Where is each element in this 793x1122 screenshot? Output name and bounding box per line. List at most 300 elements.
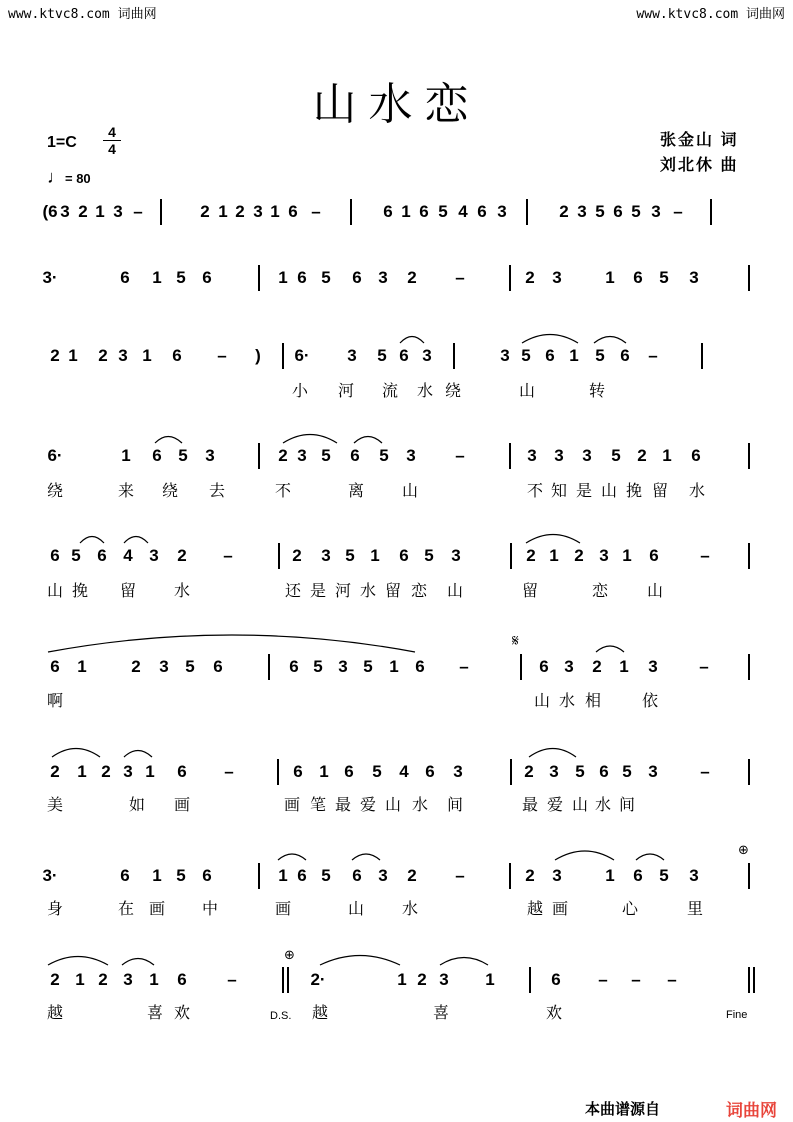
note: 6 <box>477 202 487 221</box>
note: 3 <box>689 268 699 287</box>
note: 6· <box>294 346 310 365</box>
note: 6 <box>620 346 630 365</box>
brand-logo: 词曲网 <box>726 1101 777 1120</box>
note: 6 <box>539 657 549 676</box>
note: 2 <box>559 202 569 221</box>
lyric-char: 画 <box>551 901 569 918</box>
note: 4 <box>123 546 133 565</box>
barline <box>277 759 279 785</box>
lyric-char: 喜 <box>146 1005 164 1022</box>
note: 1 <box>121 446 131 465</box>
barline <box>520 654 522 680</box>
lyric-char: 河 <box>337 383 355 400</box>
note: – <box>598 970 608 989</box>
lyric-char: 去 <box>208 483 226 500</box>
coda-icon-bottom: ⊕ <box>284 947 295 962</box>
note: 2 <box>524 762 534 781</box>
note: 2 <box>637 446 647 465</box>
note: 5 <box>659 268 669 287</box>
note: 2 <box>131 657 141 676</box>
meter-bottom: 4 <box>108 141 116 157</box>
note: 3 <box>577 202 587 221</box>
note: 1 <box>218 202 228 221</box>
lyric-char: 身 <box>46 901 64 918</box>
note: 5 <box>622 762 632 781</box>
lyric-char: 不 <box>274 483 292 500</box>
note: 3 <box>453 762 463 781</box>
lyric-char: 留 <box>384 583 402 600</box>
note: 1 <box>278 268 288 287</box>
note: 5 <box>176 268 186 287</box>
note: 1 <box>549 546 559 565</box>
quarter-note-icon: ♩ <box>47 167 65 187</box>
note: 1 <box>270 202 280 221</box>
note: – <box>631 970 641 989</box>
note: ) <box>255 346 261 365</box>
lyric-char: 水 <box>594 797 612 814</box>
lyric-char: 相 <box>584 693 602 710</box>
note: 6 <box>177 762 187 781</box>
lyric-char: 最 <box>521 797 539 814</box>
lyric-char: 来 <box>117 483 135 500</box>
barline <box>529 967 531 993</box>
lyric-char: 水 <box>416 383 434 400</box>
tempo-value: = 80 <box>65 171 91 186</box>
source-label: 本曲谱源自 <box>585 1101 661 1118</box>
watermark-right: www.ktvc8.com 词曲网 <box>636 7 785 22</box>
note: 1 <box>485 970 495 989</box>
note: 5 <box>372 762 382 781</box>
note: 6 <box>50 657 60 676</box>
note: 5 <box>521 346 531 365</box>
note: 2 <box>407 268 417 287</box>
note: 1 <box>569 346 579 365</box>
score-line <box>0 970 793 1030</box>
note: 5 <box>595 346 605 365</box>
note: 2 <box>417 970 427 989</box>
note: 3· <box>42 268 58 287</box>
lyric-char: 山 <box>646 583 664 600</box>
barline <box>453 343 455 369</box>
note: 5 <box>379 446 389 465</box>
lyric-char: 水 <box>401 901 419 918</box>
barline <box>748 863 750 889</box>
lyric-char: 水 <box>359 583 377 600</box>
note: 5 <box>595 202 605 221</box>
note: 6 <box>152 446 162 465</box>
note: 3 <box>500 346 510 365</box>
note: 3 <box>321 546 331 565</box>
song-title: 山水恋 <box>312 79 481 130</box>
note: 6 <box>172 346 182 365</box>
note: – <box>224 762 234 781</box>
note: 3 <box>338 657 348 676</box>
lyric-char: 如 <box>128 797 146 814</box>
score-line <box>0 268 793 328</box>
lyric-char: 绕 <box>444 383 462 400</box>
lyric-char: 山 <box>600 483 618 500</box>
note: 2 <box>525 866 535 885</box>
composer-credit: 刘北休 曲 <box>660 157 739 174</box>
note: 6 <box>350 446 360 465</box>
note: 2 <box>98 970 108 989</box>
lyric-char: 山 <box>518 383 536 400</box>
lyric-char: 山 <box>533 693 551 710</box>
barline <box>509 443 511 469</box>
note: 4 <box>458 202 468 221</box>
note: 5 <box>611 446 621 465</box>
ds-marking: D.S. <box>270 1010 292 1022</box>
note: 3 <box>149 546 159 565</box>
lyric-char: 知 <box>550 483 568 500</box>
barline <box>350 199 352 225</box>
barline <box>509 265 511 291</box>
note: 2· <box>310 970 326 989</box>
barline <box>526 199 528 225</box>
note: 6 <box>399 546 409 565</box>
lyric-char: 是 <box>575 483 593 500</box>
note: 6 <box>50 546 60 565</box>
note: 6 <box>399 346 409 365</box>
note: – <box>455 446 465 465</box>
note: 6 <box>120 866 130 885</box>
note: 2 <box>407 866 417 885</box>
note: 6 <box>352 268 362 287</box>
lyric-char: 不 <box>526 483 544 500</box>
note: – <box>455 268 465 287</box>
note: 2 <box>292 546 302 565</box>
note: 1 <box>397 970 407 989</box>
lyric-char: 恋 <box>591 583 609 600</box>
note: 2 <box>98 346 108 365</box>
lyric-char: 山 <box>347 901 365 918</box>
note: 5 <box>363 657 373 676</box>
note: 6 <box>649 546 659 565</box>
lyric-char: 美 <box>46 797 64 814</box>
note: 2 <box>235 202 245 221</box>
note: 3 <box>123 762 133 781</box>
note: 6 <box>551 970 561 989</box>
note: 1 <box>75 970 85 989</box>
note: 6 <box>383 202 393 221</box>
note: 6 <box>599 762 609 781</box>
tempo-marking <box>47 167 91 188</box>
note: 5 <box>176 866 186 885</box>
note: 3· <box>42 866 58 885</box>
note: 3 <box>451 546 461 565</box>
note: 6 <box>293 762 303 781</box>
note: 6 <box>415 657 425 676</box>
note: 6 <box>202 268 212 287</box>
note: – <box>699 657 709 676</box>
note: 3 <box>205 446 215 465</box>
note: 2 <box>50 346 60 365</box>
barline <box>509 863 511 889</box>
lyric-char: 依 <box>641 693 659 710</box>
lyric-char: 在 <box>117 901 135 918</box>
note: 6 <box>633 268 643 287</box>
note: 6 <box>177 970 187 989</box>
lyric-char: 心 <box>621 901 639 918</box>
note: 3 <box>552 866 562 885</box>
lyric-char: 画 <box>283 797 301 814</box>
note: – <box>459 657 469 676</box>
note: – <box>700 546 710 565</box>
note: 1 <box>662 446 672 465</box>
lyric-char: 留 <box>651 483 669 500</box>
fine-marking: Fine <box>726 1009 748 1021</box>
barline <box>268 654 270 680</box>
note: – <box>667 970 677 989</box>
note: 6 <box>288 202 298 221</box>
lyric-char: 喜 <box>432 1005 450 1022</box>
note: (6 <box>42 202 58 221</box>
lyric-char: 恋 <box>410 583 428 600</box>
lyric-char: 越 <box>526 901 544 918</box>
note: 6 <box>297 268 307 287</box>
lyric-char: 越 <box>311 1005 329 1022</box>
note: 4 <box>399 762 409 781</box>
note: 3 <box>648 657 658 676</box>
lyric-char: 挽 <box>71 583 89 600</box>
lyric-char: 离 <box>347 483 365 500</box>
note: 6 <box>419 202 429 221</box>
note: 6 <box>289 657 299 676</box>
note: 1 <box>619 657 629 676</box>
score-line <box>0 657 793 717</box>
note: 3 <box>552 268 562 287</box>
note: 2 <box>50 762 60 781</box>
lyric-char: 转 <box>588 383 606 400</box>
note: 1 <box>152 268 162 287</box>
barline <box>710 199 712 225</box>
note: 3 <box>123 970 133 989</box>
note: – <box>223 546 233 565</box>
barline <box>748 265 750 291</box>
note: – <box>700 762 710 781</box>
note: 1 <box>319 762 329 781</box>
barline <box>510 543 512 569</box>
note: 6 <box>344 762 354 781</box>
note: – <box>648 346 658 365</box>
note: 5 <box>377 346 387 365</box>
note: 6 <box>120 268 130 287</box>
note: 6 <box>613 202 623 221</box>
note: 6 <box>425 762 435 781</box>
note: 1 <box>142 346 152 365</box>
note: 2 <box>101 762 111 781</box>
note: 6· <box>47 446 63 465</box>
note: 5 <box>659 866 669 885</box>
lyric-char: 留 <box>521 583 539 600</box>
time-signature <box>103 124 121 157</box>
note: – <box>217 346 227 365</box>
note: 5 <box>321 268 331 287</box>
note: 6 <box>545 346 555 365</box>
note: 1 <box>149 970 159 989</box>
lyric-char: 里 <box>686 901 704 918</box>
lyric-char: 山 <box>446 583 464 600</box>
meter-top: 4 <box>108 124 116 140</box>
note: 2 <box>526 546 536 565</box>
note: 6 <box>202 866 212 885</box>
note: 3 <box>378 866 388 885</box>
barline <box>748 543 750 569</box>
lyric-char: 山 <box>571 797 589 814</box>
note: 2 <box>78 202 88 221</box>
barline <box>282 967 284 993</box>
note: 2 <box>525 268 535 287</box>
note: – <box>673 202 683 221</box>
lyric-char: 流 <box>381 383 399 400</box>
barline <box>748 967 750 993</box>
note: 3 <box>648 762 658 781</box>
note: 3 <box>118 346 128 365</box>
note: 1 <box>401 202 411 221</box>
note: 6 <box>97 546 107 565</box>
note: – <box>133 202 143 221</box>
barline <box>748 443 750 469</box>
lyric-char: 小 <box>291 383 309 400</box>
segno-icon: 𝄋 <box>512 633 519 650</box>
note: 1 <box>145 762 155 781</box>
lyric-char: 是 <box>309 583 327 600</box>
note: – <box>311 202 321 221</box>
lyricist-credit: 张金山 词 <box>660 132 739 149</box>
barline <box>701 343 703 369</box>
lyric-char: 绕 <box>46 483 64 500</box>
lyric-char: 最 <box>334 797 352 814</box>
lyric-char: 绕 <box>161 483 179 500</box>
note: 5 <box>438 202 448 221</box>
note: 1 <box>95 202 105 221</box>
note: 3 <box>549 762 559 781</box>
lyric-char: 画 <box>274 901 292 918</box>
key-signature: 1=C <box>47 134 77 151</box>
lyric-char: 间 <box>618 797 636 814</box>
note: 3 <box>497 202 507 221</box>
note: 3 <box>60 202 70 221</box>
note: 2 <box>592 657 602 676</box>
note: 1 <box>152 866 162 885</box>
note: 1 <box>77 657 87 676</box>
note: 3 <box>564 657 574 676</box>
note: 3 <box>422 346 432 365</box>
note: 3 <box>689 866 699 885</box>
lyric-char: 水 <box>688 483 706 500</box>
lyric-char: 间 <box>446 797 464 814</box>
lyric-char: 画 <box>148 901 166 918</box>
lyric-char: 挽 <box>625 483 643 500</box>
note: 2 <box>574 546 584 565</box>
note: 3 <box>554 446 564 465</box>
note: – <box>227 970 237 989</box>
note: 3 <box>159 657 169 676</box>
lyric-char: 中 <box>201 901 219 918</box>
note: 5 <box>313 657 323 676</box>
lyric-char: 水 <box>173 583 191 600</box>
note: 5 <box>424 546 434 565</box>
note: 1 <box>389 657 399 676</box>
barline <box>748 654 750 680</box>
lyric-char: 爱 <box>359 797 377 814</box>
coda-icon-top: ⊕ <box>738 842 749 857</box>
note: 1 <box>77 762 87 781</box>
note: 2 <box>50 970 60 989</box>
note: 5 <box>178 446 188 465</box>
barline <box>510 759 512 785</box>
note: 2 <box>200 202 210 221</box>
note: 1 <box>370 546 380 565</box>
lyric-char: 水 <box>411 797 429 814</box>
lyric-char: 还 <box>284 583 302 600</box>
lyric-char: 山 <box>384 797 402 814</box>
note: 6 <box>352 866 362 885</box>
note: 3 <box>599 546 609 565</box>
lyric-char: 画 <box>173 797 191 814</box>
note: 3 <box>297 446 307 465</box>
barline <box>748 759 750 785</box>
lyric-char: 水 <box>558 693 576 710</box>
lyric-char: 留 <box>119 583 137 600</box>
lyric-char: 山 <box>401 483 419 500</box>
note: 5 <box>321 866 331 885</box>
note: 2 <box>278 446 288 465</box>
lyric-char: 越 <box>46 1005 64 1022</box>
note: 6 <box>213 657 223 676</box>
note: 3 <box>378 268 388 287</box>
note: 1 <box>278 866 288 885</box>
barline <box>160 199 162 225</box>
lyric-char: 啊 <box>46 693 64 710</box>
note: 3 <box>113 202 123 221</box>
note: 1 <box>68 346 78 365</box>
note: 2 <box>177 546 187 565</box>
note: 5 <box>575 762 585 781</box>
note: 6 <box>691 446 701 465</box>
lyric-char: 爱 <box>546 797 564 814</box>
score-line <box>0 202 793 262</box>
barline <box>278 543 280 569</box>
lyric-char: 笔 <box>309 797 327 814</box>
note: 5 <box>321 446 331 465</box>
barline <box>282 343 284 369</box>
note: 5 <box>631 202 641 221</box>
barline <box>258 863 260 889</box>
note: 3 <box>253 202 263 221</box>
note: 5 <box>185 657 195 676</box>
note: 5 <box>345 546 355 565</box>
note: 3 <box>527 446 537 465</box>
note: 6 <box>297 866 307 885</box>
note: 1 <box>605 268 615 287</box>
note: 3 <box>439 970 449 989</box>
note: 3 <box>406 446 416 465</box>
note: 3 <box>582 446 592 465</box>
watermark-left: www.ktvc8.com 词曲网 <box>8 7 157 22</box>
note: 3 <box>347 346 357 365</box>
lyric-char: 山 <box>46 583 64 600</box>
lyric-char: 欢 <box>173 1005 191 1022</box>
lyric-char: 欢 <box>545 1005 563 1022</box>
barline <box>258 443 260 469</box>
note: 3 <box>651 202 661 221</box>
note: 5 <box>71 546 81 565</box>
note: 1 <box>622 546 632 565</box>
lyric-char: 河 <box>334 583 352 600</box>
note: 1 <box>605 866 615 885</box>
note: – <box>455 866 465 885</box>
